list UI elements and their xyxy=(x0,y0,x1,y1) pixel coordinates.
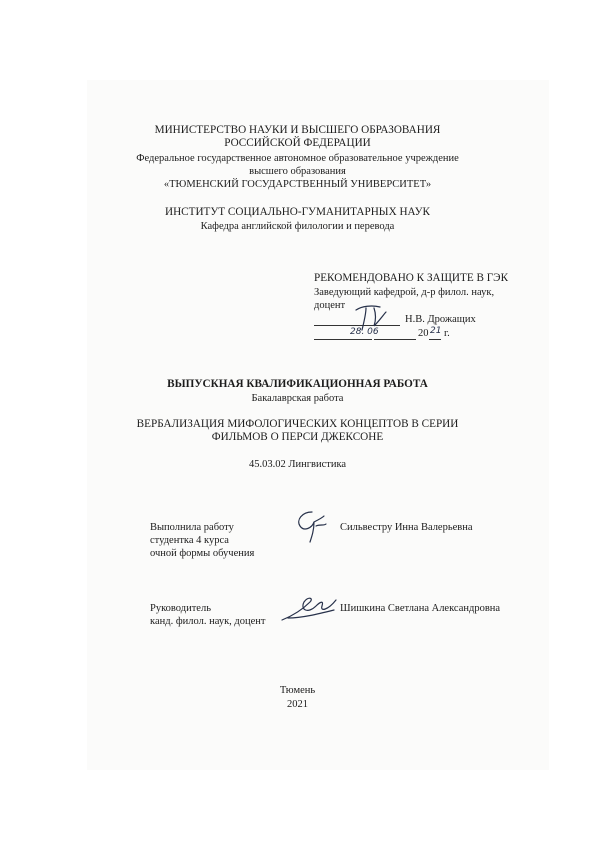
ministry-line: МИНИСТЕРСТВО НАУКИ И ВЫСШЕГО ОБРАЗОВАНИЯ xyxy=(154,124,441,136)
author-signature xyxy=(290,506,330,546)
approval-position-line-2: доцент xyxy=(314,300,346,311)
university-name: «ТЮМЕНСКИЙ ГОСУДАРСТВЕННЫЙ УНИВЕРСИТЕТ» xyxy=(163,179,432,190)
department-name: Кафедра английской филологии и перевода xyxy=(200,221,395,232)
specialty: 45.03.02 Лингвистика xyxy=(248,459,347,470)
institution-type-line-1: Федеральное государственное автономное образовательное учреждение xyxy=(136,153,459,164)
institution-type-line-2: высшего образования xyxy=(249,166,346,177)
country-line: РОССИЙСКОЙ ФЕДЕРАЦИИ xyxy=(224,137,371,149)
work-title-line-2: ФИЛЬМОВ О ПЕРСИ ДЖЕКСОНЕ xyxy=(211,431,384,443)
approval-name: Н.В. Дрожащих xyxy=(405,314,476,325)
institute-name: ИНСТИТУТ СОЦИАЛЬНО-ГУМАНИТАРНЫХ НАУК xyxy=(164,206,430,218)
approval-month-line xyxy=(374,339,416,340)
approval-year-suffix: г. xyxy=(444,328,450,339)
degree-type: Бакалаврская работа xyxy=(251,393,344,404)
work-title-line-1: ВЕРБАЛИЗАЦИЯ МИФОЛОГИЧЕСКИХ КОНЦЕПТОВ В СЕРИИ xyxy=(136,418,459,430)
approval-title: РЕКОМЕНДОВАНО К ЗАЩИТЕ В ГЭК xyxy=(314,272,509,284)
work-type: ВЫПУСКНАЯ КВАЛИФИКАЦИОННАЯ РАБОТА xyxy=(167,378,428,390)
supervisor-label-line-2: канд. филол. наук, доцент xyxy=(150,616,266,627)
author-label-line-1: Выполнила работу xyxy=(150,522,234,533)
supervisor-label-line-1: Руководитель xyxy=(150,603,211,614)
year: 2021 xyxy=(287,699,308,710)
approval-date-line xyxy=(314,339,372,340)
handwritten-date: 28. 06 xyxy=(350,327,379,337)
supervisor-signature xyxy=(278,592,340,624)
approval-position-line-1: Заведующий кафедрой, д-р филол. наук, xyxy=(314,287,495,298)
supervisor-name: Шишкина Светлана Александровна xyxy=(340,603,501,614)
author-label-line-3: очной формы обучения xyxy=(150,548,255,559)
handwritten-year: 21 xyxy=(430,326,442,336)
city: Тюмень xyxy=(279,685,316,696)
approval-year-prefix: 20 xyxy=(418,328,429,339)
approval-year-line xyxy=(429,339,441,340)
author-label-line-2: студентка 4 курса xyxy=(150,535,229,546)
author-name: Сильвестру Инна Валерьевна xyxy=(340,522,473,533)
